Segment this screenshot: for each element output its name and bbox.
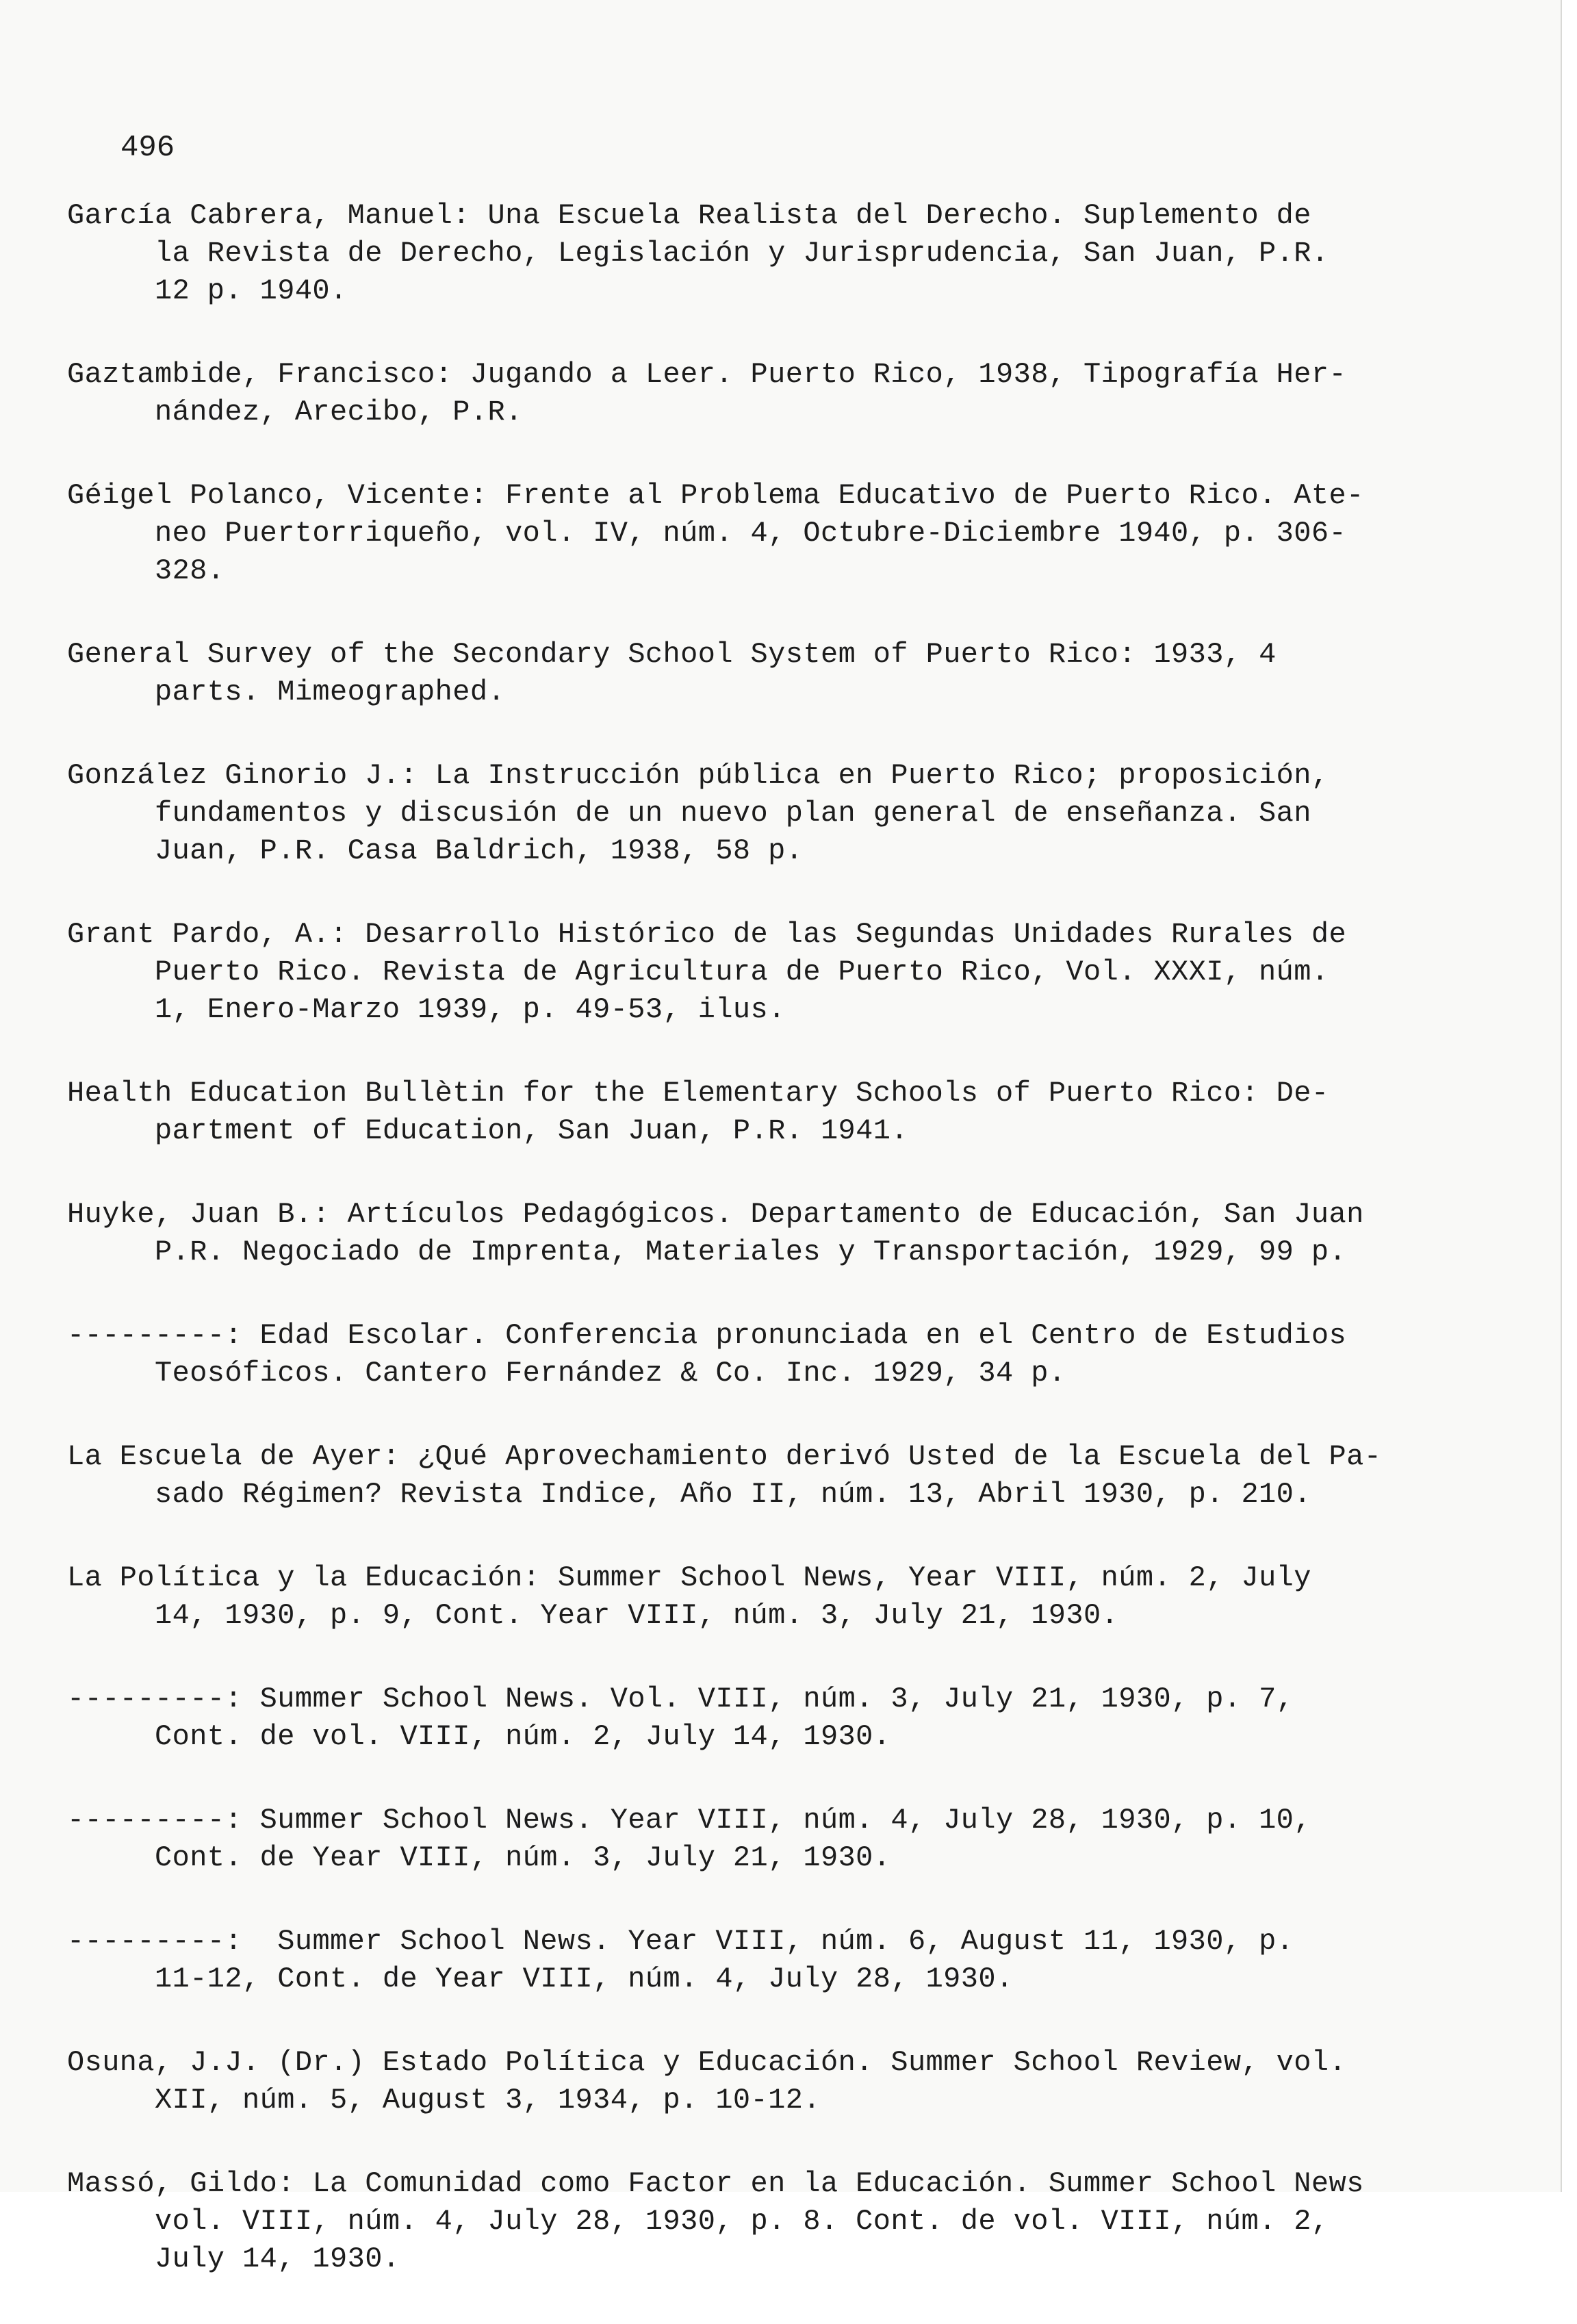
entry-continuation-line: XII, núm. 5, August 3, 1934, p. 10-12. bbox=[155, 2084, 821, 2117]
entry-first-line: La Escuela de Ayer: ¿Qué Aprovechamiento derivó Usted de la Escuela del Pa- bbox=[67, 1440, 1382, 1473]
entry-continuation-line: Cont. de Year VIII, núm. 3, July 21, 1930. bbox=[155, 1841, 891, 1874]
entry-continuation-line: 14, 1930, p. 9, Cont. Year VIII, núm. 3, July 21, 1930. bbox=[155, 1599, 1119, 1632]
bibliography-entry bbox=[67, 1559, 1436, 1635]
entry-first-line: ---------: Edad Escolar. Conferencia pronunciada en el Centro de Estudios bbox=[67, 1319, 1347, 1352]
page-number: 496 bbox=[120, 131, 175, 165]
entry-continuation-line: nández, Arecibo, P.R. bbox=[155, 396, 523, 429]
entry-first-line: Grant Pardo, A.: Desarrollo Histórico de las Segundas Unidades Rurales de bbox=[67, 918, 1347, 951]
entry-first-line: García Cabrera, Manuel: Una Escuela Realista del Derecho. Suplemento de bbox=[67, 199, 1311, 232]
entry-continuation-line: Cont. de vol. VIII, núm. 2, July 14, 1930. bbox=[155, 1720, 891, 1753]
entry-first-line: ---------: Summer School News. Year VIII, núm. 4, July 28, 1930, p. 10, bbox=[67, 1804, 1311, 1837]
bibliography-entry bbox=[67, 2044, 1436, 2119]
bibliography-entry bbox=[67, 477, 1436, 590]
entry-continuation-line: July 14, 1930. bbox=[155, 2243, 400, 2275]
bibliography-entry bbox=[67, 636, 1436, 711]
entry-first-line: Massó, Gildo: La Comunidad como Factor en la Educación. Summer School News bbox=[67, 2167, 1364, 2200]
entry-first-line: Health Education Bullètin for the Elementary Schools of Puerto Rico: De- bbox=[67, 1077, 1329, 1110]
entry-continuation-line: 328. bbox=[155, 554, 225, 587]
entry-continuation-line: Puerto Rico. Revista de Agricultura de Puerto Rico, Vol. XXXI, núm. bbox=[155, 956, 1329, 988]
entry-continuation-line: 11-12, Cont. de Year VIII, núm. 4, July 28, 1930. bbox=[155, 1963, 1014, 1995]
entry-first-line: ---------: Summer School News. Year VIII, núm. 6, August 11, 1930, p. bbox=[67, 1925, 1294, 1958]
entry-first-line: La Política y la Educación: Summer School News, Year VIII, núm. 2, July bbox=[67, 1561, 1311, 1594]
entry-first-line: General Survey of the Secondary School System of Puerto Rico: 1933, 4 bbox=[67, 638, 1277, 671]
bibliography-entry bbox=[67, 2165, 1436, 2278]
bibliography-entry bbox=[67, 1802, 1436, 1877]
entry-first-line: ---------: Summer School News. Vol. VIII, núm. 3, July 21, 1930, p. 7, bbox=[67, 1683, 1294, 1715]
entry-first-line: Géigel Polanco, Vicente: Frente al Problema Educativo de Puerto Rico. Ate- bbox=[67, 479, 1364, 512]
bibliography-list bbox=[67, 197, 1436, 2324]
entry-continuation-line: neo Puertorriqueño, vol. IV, núm. 4, Octubre-Diciembre 1940, p. 306- bbox=[155, 517, 1347, 550]
entry-continuation-line: 12 p. 1940. bbox=[155, 274, 348, 307]
entry-continuation-line: partment of Education, San Juan, P.R. 1941. bbox=[155, 1114, 908, 1147]
bibliography-entry bbox=[67, 1438, 1436, 1514]
entry-continuation-line: P.R. Negociado de Imprenta, Materiales y Transportación, 1929, 99 p. bbox=[155, 1236, 1347, 1268]
entry-first-line: Osuna, J.J. (Dr.) Estado Política y Educación. Summer School Review, vol. bbox=[67, 2046, 1347, 2079]
entry-continuation-line: vol. VIII, núm. 4, July 28, 1930, p. 8. Cont. de vol. VIII, núm. 2, bbox=[155, 2205, 1329, 2238]
entry-continuation-line: parts. Mimeographed. bbox=[155, 676, 506, 708]
entry-continuation-line: fundamentos y discusión de un nuevo plan general de enseñanza. San bbox=[155, 797, 1311, 830]
entry-first-line: Huyke, Juan B.: Artículos Pedagógicos. Departamento de Educación, San Juan bbox=[67, 1198, 1364, 1231]
entry-first-line: González Ginorio J.: La Instrucción pública en Puerto Rico; proposición, bbox=[67, 759, 1329, 792]
bibliography-entry bbox=[67, 356, 1436, 431]
bibliography-entry bbox=[67, 1681, 1436, 1756]
entry-first-line: Gaztambide, Francisco: Jugando a Leer. Puerto Rico, 1938, Tipografía Her- bbox=[67, 358, 1347, 391]
bibliography-entry bbox=[67, 1075, 1436, 1150]
entry-continuation-line: la Revista de Derecho, Legislación y Jurisprudencia, San Juan, P.R. bbox=[155, 237, 1329, 270]
entry-continuation-line: Juan, P.R. Casa Baldrich, 1938, 58 p. bbox=[155, 834, 804, 867]
entry-continuation-line: sado Régimen? Revista Indice, Año II, núm. 13, Abril 1930, p. 210. bbox=[155, 1478, 1311, 1511]
bibliography-entry bbox=[67, 1196, 1436, 1271]
entry-continuation-line: Teosóficos. Cantero Fernández & Co. Inc. 1929, 34 p. bbox=[155, 1357, 1066, 1390]
bibliography-entry bbox=[67, 1317, 1436, 1392]
entry-continuation-line: 1, Enero-Marzo 1939, p. 49-53, ilus. bbox=[155, 993, 786, 1026]
bibliography-entry bbox=[67, 916, 1436, 1029]
bibliography-entry bbox=[67, 757, 1436, 870]
bibliography-entry bbox=[67, 197, 1436, 310]
bibliography-entry bbox=[67, 1923, 1436, 1998]
